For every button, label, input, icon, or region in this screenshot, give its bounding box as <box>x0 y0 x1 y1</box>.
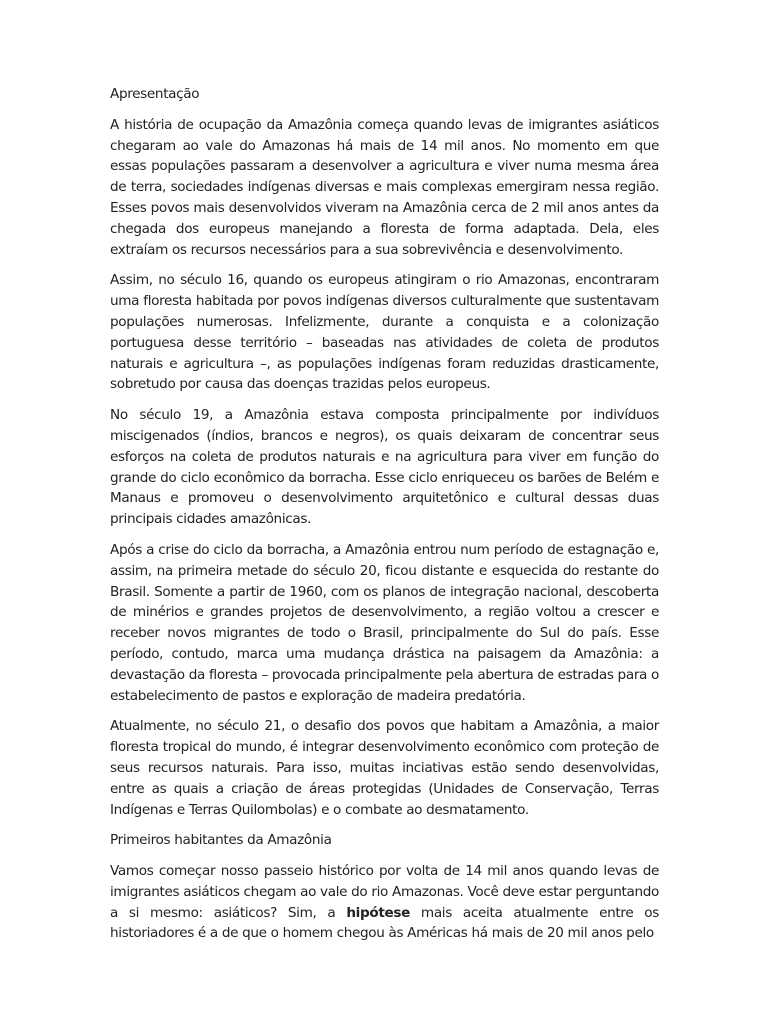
paragraph-6 <box>110 861 659 944</box>
paragraph-6-text-start: Vamos começar nosso passeio histórico por volta de 14 mil anos quando levas de imigrantes asiáticos chegam ao vale do rio Amazonas. Você deve estar perguntando a si mesmo: asiáticos? Sim, a <box>110 863 659 921</box>
paragraph-6-text-end: mais aceita atualmente entre os historiadores é a de que o homem chegou às Américas há mais de 20 mil anos pelo <box>110 904 659 942</box>
paragraph-3: No século 19, a Amazônia estava composta principalmente por indivíduos miscigenados (índios, brancos e negros), os quais deixaram de concentrar seus esforços na coleta de produtos naturais e na agricultura para viver em função do grande do ciclo econômico da borracha. Esse ciclo enriqueceu os barões de Belém e Manaus e promoveu o desenvolvimento arquitetônico e cultural dessas duas principais cidades amazônicas. <box>110 407 659 528</box>
section-heading-primeiros-habitantes: Primeiros habitantes da Amazônia <box>110 832 332 849</box>
paragraph-4: Após a crise do ciclo da borracha, a Amazônia entrou num período de estagnação e, assim, na primeira metade do século 20, ficou distante e esquecida do restante do Brasil. Somente a partir de 1960, com os planos de integração nacional, descoberta de minérios e grandes projetos de desenvolvimento, a região voltou a crescer e receber novos migrantes de todo o Brasil, principalmente do Sul do país. Esse período, contudo, marca uma mudança drástica na paisagem da Amazônia: a devastação da floresta – provocada principalmente pela abertura de estradas para o estabelecimento de pastos e exploração de madeira predatória. <box>110 541 659 704</box>
section-heading-apresentacao: Apresentação <box>110 86 200 102</box>
paragraph-1: A história de ocupação da Amazônia começa quando levas de imigrantes asiáticos chegaram ao vale do Amazonas há mais de 14 mil anos. No momento em que essas populações passaram a desenvolver a agricultura e viver numa mesma área de terra, sociedades indígenas diversas e mais complexas emergiram nessa região. Esses povos mais desenvolvidos viveram na Amazônia cerca de 2 mil anos antes da chegada dos europeus manejando a floresta de forma adaptada. Dela, eles extraíam os recursos necessários para a sua sobrevivência e desenvolvimento. <box>110 116 659 258</box>
paragraph-6-bold-term: hipótese <box>346 904 410 921</box>
paragraph-2: Assim, no século 16, quando os europeus atingiram o rio Amazonas, encontraram uma floresta habitada por povos indígenas diversos culturalmente que sustentavam populações numerosas. Infelizmente, durante a conquista e a colonização portuguesa desse território – baseadas nas atividades de coleta de produtos naturais e agricultura –, as populações indígenas foram reduzidas drasticamente, sobretudo por causa das doenças trazidas pelos europeus. <box>110 272 659 393</box>
paragraph-5: Atualmente, no século 21, o desafio dos povos que habitam a Amazônia, a maior floresta tropical do mundo, é integrar desenvolvimento econômico com proteção de seus recursos naturais. Para isso, muitas inciativas estão sendo desenvolvidas, entre as quais a criação de áreas protegidas (Unidades de Conservação, Terras Indígenas e Terras Quilombolas) e o combate ao desmatamento. <box>110 718 659 818</box>
